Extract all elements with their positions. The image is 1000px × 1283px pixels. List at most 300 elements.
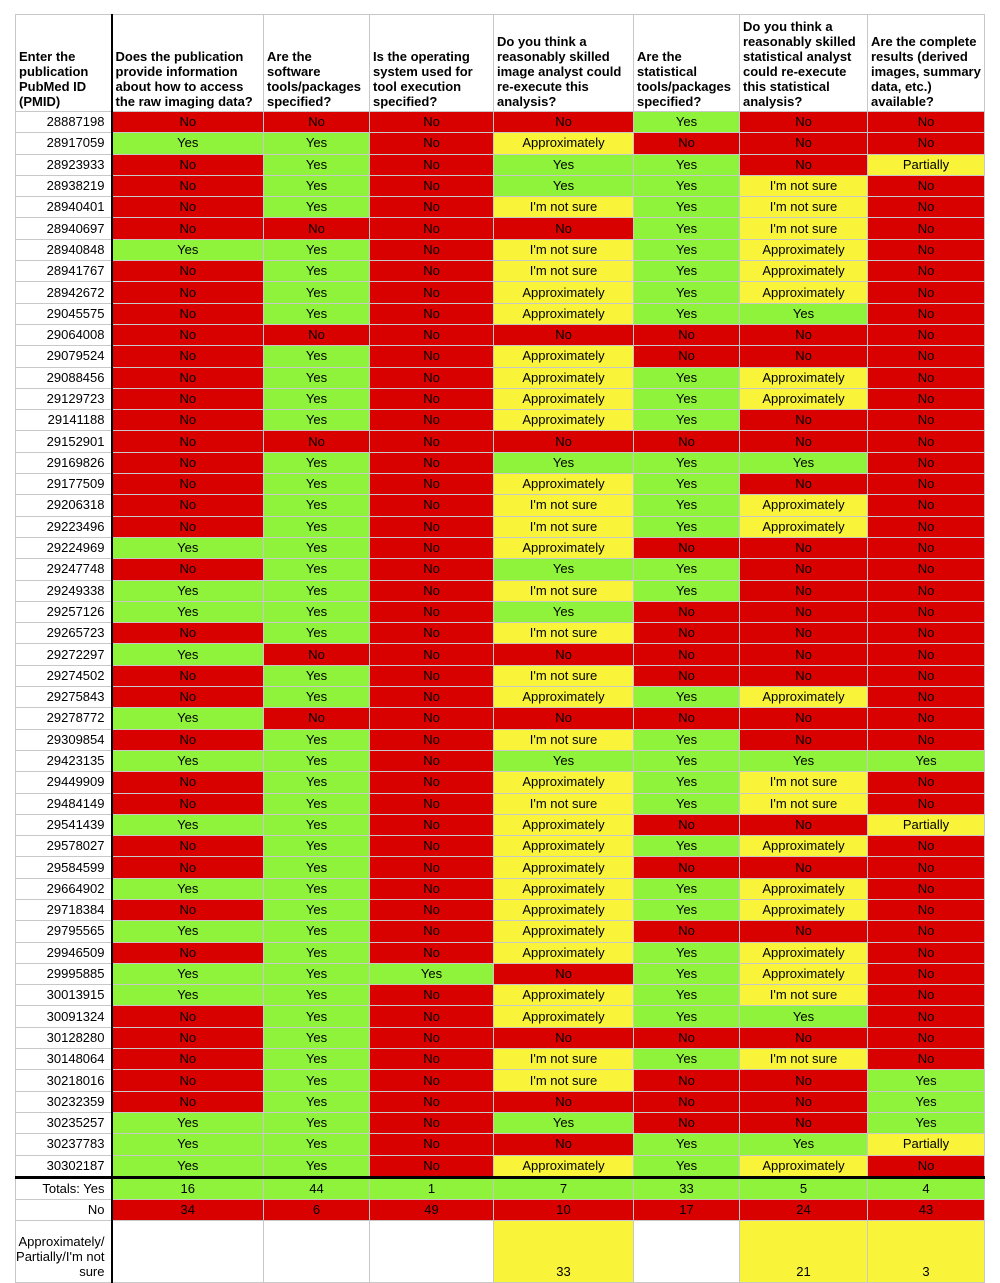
cell-statistical-tools[interactable]: Yes — [634, 261, 740, 282]
cell-raw-imaging-data[interactable]: No — [112, 197, 264, 218]
totals-other-cell[interactable]: 21 — [740, 1220, 868, 1282]
cell-operating-system[interactable]: No — [370, 239, 494, 260]
cell-software-tools[interactable]: Yes — [264, 1155, 370, 1177]
cell-software-tools[interactable]: Yes — [264, 303, 370, 324]
cell-raw-imaging-data[interactable]: No — [112, 367, 264, 388]
cell-software-tools[interactable]: Yes — [264, 388, 370, 409]
pmid-cell[interactable]: 29169826 — [16, 452, 112, 473]
cell-operating-system[interactable]: No — [370, 197, 494, 218]
cell-statistical-reexecute[interactable]: Yes — [740, 303, 868, 324]
cell-operating-system[interactable]: No — [370, 282, 494, 303]
cell-operating-system[interactable]: No — [370, 1112, 494, 1133]
cell-operating-system[interactable]: No — [370, 985, 494, 1006]
cell-statistical-tools[interactable]: Yes — [634, 282, 740, 303]
cell-complete-results[interactable]: No — [868, 601, 985, 622]
cell-statistical-reexecute[interactable]: Approximately — [740, 899, 868, 920]
cell-raw-imaging-data[interactable]: Yes — [112, 537, 264, 558]
cell-statistical-tools[interactable]: Yes — [634, 154, 740, 175]
cell-complete-results[interactable]: No — [868, 836, 985, 857]
totals-other-cell[interactable] — [370, 1220, 494, 1282]
cell-software-tools[interactable]: Yes — [264, 261, 370, 282]
cell-statistical-reexecute[interactable]: Approximately — [740, 388, 868, 409]
cell-operating-system[interactable]: No — [370, 1049, 494, 1070]
cell-statistical-reexecute[interactable]: No — [740, 601, 868, 622]
cell-statistical-tools[interactable]: Yes — [634, 942, 740, 963]
cell-raw-imaging-data[interactable]: Yes — [112, 580, 264, 601]
cell-image-reexecute[interactable]: Approximately — [494, 921, 634, 942]
pmid-cell[interactable]: 28887198 — [16, 112, 112, 133]
cell-raw-imaging-data[interactable]: Yes — [112, 963, 264, 984]
cell-statistical-reexecute[interactable]: No — [740, 921, 868, 942]
pmid-cell[interactable]: 29141188 — [16, 410, 112, 431]
cell-operating-system[interactable]: No — [370, 665, 494, 686]
cell-software-tools[interactable]: Yes — [264, 1134, 370, 1155]
pmid-cell[interactable]: 29795565 — [16, 921, 112, 942]
cell-software-tools[interactable]: Yes — [264, 601, 370, 622]
cell-software-tools[interactable]: Yes — [264, 772, 370, 793]
cell-statistical-reexecute[interactable]: No — [740, 665, 868, 686]
cell-raw-imaging-data[interactable]: No — [112, 1027, 264, 1048]
cell-image-reexecute[interactable]: I'm not sure — [494, 580, 634, 601]
cell-statistical-tools[interactable]: No — [634, 1091, 740, 1112]
pmid-cell[interactable]: 29129723 — [16, 388, 112, 409]
cell-statistical-reexecute[interactable]: No — [740, 474, 868, 495]
cell-software-tools[interactable]: Yes — [264, 474, 370, 495]
cell-raw-imaging-data[interactable]: Yes — [112, 644, 264, 665]
cell-statistical-tools[interactable]: Yes — [634, 687, 740, 708]
cell-complete-results[interactable]: No — [868, 474, 985, 495]
cell-statistical-reexecute[interactable]: Approximately — [740, 942, 868, 963]
cell-statistical-reexecute[interactable]: I'm not sure — [740, 772, 868, 793]
cell-raw-imaging-data[interactable]: No — [112, 282, 264, 303]
cell-raw-imaging-data[interactable]: No — [112, 899, 264, 920]
pmid-cell[interactable]: 29224969 — [16, 537, 112, 558]
cell-raw-imaging-data[interactable]: No — [112, 772, 264, 793]
cell-complete-results[interactable]: No — [868, 537, 985, 558]
cell-statistical-tools[interactable]: No — [634, 601, 740, 622]
pmid-cell[interactable]: 30218016 — [16, 1070, 112, 1091]
cell-statistical-reexecute[interactable]: Approximately — [740, 963, 868, 984]
cell-software-tools[interactable]: Yes — [264, 836, 370, 857]
cell-operating-system[interactable]: No — [370, 878, 494, 899]
pmid-cell[interactable]: 29584599 — [16, 857, 112, 878]
cell-complete-results[interactable]: No — [868, 218, 985, 239]
cell-software-tools[interactable]: Yes — [264, 814, 370, 835]
cell-statistical-reexecute[interactable]: I'm not sure — [740, 175, 868, 196]
totals-no-cell[interactable]: 43 — [868, 1199, 985, 1220]
cell-software-tools[interactable]: Yes — [264, 942, 370, 963]
cell-operating-system[interactable]: No — [370, 623, 494, 644]
cell-statistical-tools[interactable]: Yes — [634, 729, 740, 750]
cell-image-reexecute[interactable]: Approximately — [494, 367, 634, 388]
pmid-cell[interactable]: 28940848 — [16, 239, 112, 260]
cell-statistical-reexecute[interactable]: Approximately — [740, 282, 868, 303]
pmid-cell[interactable]: 30148064 — [16, 1049, 112, 1070]
cell-software-tools[interactable]: Yes — [264, 559, 370, 580]
cell-complete-results[interactable]: Yes — [868, 750, 985, 771]
cell-statistical-tools[interactable]: Yes — [634, 985, 740, 1006]
cell-software-tools[interactable]: Yes — [264, 197, 370, 218]
cell-statistical-tools[interactable]: No — [634, 623, 740, 644]
cell-complete-results[interactable]: No — [868, 942, 985, 963]
cell-raw-imaging-data[interactable]: No — [112, 388, 264, 409]
cell-statistical-reexecute[interactable]: Yes — [740, 1134, 868, 1155]
cell-complete-results[interactable]: No — [868, 388, 985, 409]
pmid-cell[interactable]: 29423135 — [16, 750, 112, 771]
cell-software-tools[interactable]: Yes — [264, 537, 370, 558]
cell-statistical-reexecute[interactable]: Yes — [740, 750, 868, 771]
cell-software-tools[interactable]: No — [264, 431, 370, 452]
cell-statistical-reexecute[interactable]: No — [740, 154, 868, 175]
cell-operating-system[interactable]: No — [370, 495, 494, 516]
cell-complete-results[interactable]: No — [868, 729, 985, 750]
cell-software-tools[interactable]: No — [264, 644, 370, 665]
cell-complete-results[interactable]: Partially — [868, 1134, 985, 1155]
cell-statistical-reexecute[interactable]: No — [740, 857, 868, 878]
cell-statistical-tools[interactable]: Yes — [634, 899, 740, 920]
totals-yes-cell[interactable]: 7 — [494, 1177, 634, 1199]
cell-statistical-tools[interactable]: No — [634, 708, 740, 729]
cell-operating-system[interactable]: No — [370, 367, 494, 388]
cell-complete-results[interactable]: No — [868, 708, 985, 729]
pmid-cell[interactable]: 29079524 — [16, 346, 112, 367]
pmid-cell[interactable]: 30302187 — [16, 1155, 112, 1177]
pmid-cell[interactable]: 29664902 — [16, 878, 112, 899]
cell-operating-system[interactable]: No — [370, 921, 494, 942]
cell-operating-system[interactable]: No — [370, 772, 494, 793]
cell-statistical-tools[interactable]: Yes — [634, 410, 740, 431]
cell-statistical-reexecute[interactable]: No — [740, 1070, 868, 1091]
cell-complete-results[interactable]: No — [868, 644, 985, 665]
cell-software-tools[interactable]: Yes — [264, 623, 370, 644]
cell-image-reexecute[interactable]: I'm not sure — [494, 1070, 634, 1091]
cell-image-reexecute[interactable]: Approximately — [494, 985, 634, 1006]
cell-image-reexecute[interactable]: No — [494, 708, 634, 729]
cell-statistical-tools[interactable]: Yes — [634, 793, 740, 814]
pmid-cell[interactable]: 29274502 — [16, 665, 112, 686]
cell-raw-imaging-data[interactable]: No — [112, 218, 264, 239]
totals-yes-cell[interactable]: 5 — [740, 1177, 868, 1199]
cell-image-reexecute[interactable]: I'm not sure — [494, 516, 634, 537]
cell-operating-system[interactable]: No — [370, 559, 494, 580]
cell-operating-system[interactable]: No — [370, 1155, 494, 1177]
pmid-cell[interactable]: 30235257 — [16, 1112, 112, 1133]
cell-image-reexecute[interactable]: Approximately — [494, 282, 634, 303]
cell-complete-results[interactable]: No — [868, 665, 985, 686]
totals-yes-cell[interactable]: 33 — [634, 1177, 740, 1199]
totals-yes-cell[interactable]: 16 — [112, 1177, 264, 1199]
cell-raw-imaging-data[interactable]: No — [112, 687, 264, 708]
cell-software-tools[interactable]: Yes — [264, 899, 370, 920]
cell-complete-results[interactable]: No — [868, 580, 985, 601]
cell-statistical-reexecute[interactable]: No — [740, 112, 868, 133]
cell-statistical-reexecute[interactable]: No — [740, 644, 868, 665]
cell-operating-system[interactable]: No — [370, 452, 494, 473]
cell-complete-results[interactable]: No — [868, 239, 985, 260]
cell-statistical-tools[interactable]: Yes — [634, 175, 740, 196]
pmid-cell[interactable]: 28923933 — [16, 154, 112, 175]
cell-statistical-tools[interactable]: Yes — [634, 1155, 740, 1177]
cell-raw-imaging-data[interactable]: No — [112, 665, 264, 686]
cell-raw-imaging-data[interactable]: No — [112, 410, 264, 431]
cell-image-reexecute[interactable]: Approximately — [494, 1155, 634, 1177]
cell-complete-results[interactable]: No — [868, 687, 985, 708]
totals-other-cell[interactable]: 33 — [494, 1220, 634, 1282]
cell-statistical-tools[interactable]: No — [634, 814, 740, 835]
pmid-cell[interactable]: 29247748 — [16, 559, 112, 580]
cell-image-reexecute[interactable]: I'm not sure — [494, 197, 634, 218]
cell-raw-imaging-data[interactable]: Yes — [112, 814, 264, 835]
cell-raw-imaging-data[interactable]: No — [112, 729, 264, 750]
cell-image-reexecute[interactable]: I'm not sure — [494, 495, 634, 516]
cell-statistical-reexecute[interactable]: I'm not sure — [740, 985, 868, 1006]
cell-operating-system[interactable]: No — [370, 1027, 494, 1048]
cell-image-reexecute[interactable]: I'm not sure — [494, 239, 634, 260]
totals-other-cell[interactable] — [264, 1220, 370, 1282]
pmid-cell[interactable]: 29257126 — [16, 601, 112, 622]
cell-image-reexecute[interactable]: Approximately — [494, 878, 634, 899]
pmid-cell[interactable]: 29275843 — [16, 687, 112, 708]
pmid-cell[interactable]: 29152901 — [16, 431, 112, 452]
cell-image-reexecute[interactable]: Approximately — [494, 814, 634, 835]
cell-statistical-reexecute[interactable]: No — [740, 708, 868, 729]
cell-statistical-reexecute[interactable]: Approximately — [740, 836, 868, 857]
cell-raw-imaging-data[interactable]: Yes — [112, 601, 264, 622]
cell-operating-system[interactable]: No — [370, 388, 494, 409]
cell-statistical-tools[interactable]: Yes — [634, 452, 740, 473]
cell-statistical-reexecute[interactable]: I'm not sure — [740, 197, 868, 218]
totals-no-cell[interactable]: 49 — [370, 1199, 494, 1220]
cell-statistical-tools[interactable]: No — [634, 1112, 740, 1133]
cell-statistical-tools[interactable]: No — [634, 665, 740, 686]
cell-software-tools[interactable]: Yes — [264, 410, 370, 431]
cell-raw-imaging-data[interactable]: No — [112, 452, 264, 473]
cell-image-reexecute[interactable]: Approximately — [494, 772, 634, 793]
cell-operating-system[interactable]: No — [370, 793, 494, 814]
cell-operating-system[interactable]: No — [370, 836, 494, 857]
cell-operating-system[interactable]: No — [370, 708, 494, 729]
totals-no-cell[interactable]: 10 — [494, 1199, 634, 1220]
cell-statistical-reexecute[interactable]: No — [740, 410, 868, 431]
cell-complete-results[interactable]: Partially — [868, 814, 985, 835]
cell-raw-imaging-data[interactable]: Yes — [112, 708, 264, 729]
cell-raw-imaging-data[interactable]: Yes — [112, 1112, 264, 1133]
cell-software-tools[interactable]: No — [264, 324, 370, 345]
cell-operating-system[interactable]: No — [370, 729, 494, 750]
cell-image-reexecute[interactable]: Yes — [494, 154, 634, 175]
cell-image-reexecute[interactable]: Approximately — [494, 687, 634, 708]
totals-other-cell[interactable] — [112, 1220, 264, 1282]
cell-statistical-tools[interactable]: Yes — [634, 367, 740, 388]
cell-complete-results[interactable]: No — [868, 197, 985, 218]
pmid-cell[interactable]: 29278772 — [16, 708, 112, 729]
cell-statistical-reexecute[interactable]: Approximately — [740, 878, 868, 899]
cell-image-reexecute[interactable]: Yes — [494, 175, 634, 196]
cell-operating-system[interactable]: No — [370, 601, 494, 622]
cell-complete-results[interactable]: No — [868, 324, 985, 345]
cell-complete-results[interactable]: No — [868, 1006, 985, 1027]
cell-image-reexecute[interactable]: Yes — [494, 452, 634, 473]
totals-yes-cell[interactable]: 1 — [370, 1177, 494, 1199]
cell-complete-results[interactable]: No — [868, 1049, 985, 1070]
pmid-cell[interactable]: 29449909 — [16, 772, 112, 793]
cell-statistical-reexecute[interactable]: I'm not sure — [740, 218, 868, 239]
cell-image-reexecute[interactable]: No — [494, 1134, 634, 1155]
cell-software-tools[interactable]: Yes — [264, 367, 370, 388]
cell-software-tools[interactable]: Yes — [264, 687, 370, 708]
cell-image-reexecute[interactable]: Approximately — [494, 836, 634, 857]
cell-complete-results[interactable]: No — [868, 452, 985, 473]
cell-software-tools[interactable]: Yes — [264, 665, 370, 686]
cell-image-reexecute[interactable]: Approximately — [494, 857, 634, 878]
cell-operating-system[interactable]: No — [370, 644, 494, 665]
totals-yes-cell[interactable]: 4 — [868, 1177, 985, 1199]
cell-image-reexecute[interactable]: I'm not sure — [494, 261, 634, 282]
cell-image-reexecute[interactable]: No — [494, 324, 634, 345]
pmid-cell[interactable]: 29064008 — [16, 324, 112, 345]
cell-software-tools[interactable]: Yes — [264, 580, 370, 601]
cell-statistical-tools[interactable]: No — [634, 431, 740, 452]
col-header-statistical-tools[interactable]: Are the statistical tools/packages specified? — [634, 15, 740, 112]
cell-software-tools[interactable]: Yes — [264, 282, 370, 303]
cell-image-reexecute[interactable]: Yes — [494, 559, 634, 580]
cell-statistical-reexecute[interactable]: No — [740, 431, 868, 452]
cell-software-tools[interactable]: Yes — [264, 921, 370, 942]
cell-software-tools[interactable]: Yes — [264, 1027, 370, 1048]
cell-operating-system[interactable]: No — [370, 516, 494, 537]
cell-raw-imaging-data[interactable]: No — [112, 175, 264, 196]
col-header-pmid[interactable]: Enter the publication PubMed ID (PMID) — [16, 15, 112, 112]
cell-statistical-reexecute[interactable]: No — [740, 729, 868, 750]
cell-operating-system[interactable]: No — [370, 324, 494, 345]
cell-complete-results[interactable]: No — [868, 772, 985, 793]
cell-image-reexecute[interactable]: I'm not sure — [494, 1049, 634, 1070]
cell-raw-imaging-data[interactable]: No — [112, 1091, 264, 1112]
cell-image-reexecute[interactable]: Approximately — [494, 474, 634, 495]
cell-statistical-tools[interactable]: No — [634, 1027, 740, 1048]
cell-image-reexecute[interactable]: No — [494, 218, 634, 239]
cell-statistical-reexecute[interactable]: No — [740, 1027, 868, 1048]
cell-statistical-tools[interactable]: Yes — [634, 197, 740, 218]
totals-other-cell[interactable] — [634, 1220, 740, 1282]
cell-statistical-tools[interactable]: No — [634, 857, 740, 878]
cell-raw-imaging-data[interactable]: No — [112, 431, 264, 452]
totals-no-cell[interactable]: 6 — [264, 1199, 370, 1220]
cell-raw-imaging-data[interactable]: No — [112, 1006, 264, 1027]
col-header-image-reexecute[interactable]: Do you think a reasonably skilled image analyst could re-execute this analysis? — [494, 15, 634, 112]
pmid-cell[interactable]: 30013915 — [16, 985, 112, 1006]
cell-software-tools[interactable]: Yes — [264, 175, 370, 196]
pmid-cell[interactable]: 28938219 — [16, 175, 112, 196]
cell-software-tools[interactable]: Yes — [264, 963, 370, 984]
cell-statistical-tools[interactable]: No — [634, 133, 740, 154]
cell-complete-results[interactable]: Partially — [868, 154, 985, 175]
cell-complete-results[interactable]: No — [868, 1155, 985, 1177]
cell-image-reexecute[interactable]: Approximately — [494, 1006, 634, 1027]
cell-raw-imaging-data[interactable]: Yes — [112, 878, 264, 899]
cell-software-tools[interactable]: Yes — [264, 154, 370, 175]
cell-statistical-tools[interactable]: Yes — [634, 559, 740, 580]
cell-complete-results[interactable]: No — [868, 346, 985, 367]
cell-image-reexecute[interactable]: No — [494, 1027, 634, 1048]
cell-image-reexecute[interactable]: Approximately — [494, 899, 634, 920]
cell-operating-system[interactable]: No — [370, 857, 494, 878]
cell-image-reexecute[interactable]: I'm not sure — [494, 793, 634, 814]
cell-statistical-reexecute[interactable]: No — [740, 1112, 868, 1133]
cell-complete-results[interactable]: No — [868, 367, 985, 388]
cell-complete-results[interactable]: No — [868, 112, 985, 133]
cell-raw-imaging-data[interactable]: Yes — [112, 133, 264, 154]
cell-statistical-tools[interactable]: No — [634, 537, 740, 558]
pmid-cell[interactable]: 29177509 — [16, 474, 112, 495]
cell-operating-system[interactable]: No — [370, 687, 494, 708]
cell-statistical-tools[interactable]: No — [634, 346, 740, 367]
col-header-software-tools[interactable]: Are the software tools/packages specified? — [264, 15, 370, 112]
cell-complete-results[interactable]: No — [868, 963, 985, 984]
cell-complete-results[interactable]: No — [868, 857, 985, 878]
cell-statistical-tools[interactable]: Yes — [634, 1006, 740, 1027]
cell-statistical-reexecute[interactable]: I'm not sure — [740, 793, 868, 814]
pmid-cell[interactable]: 29265723 — [16, 623, 112, 644]
cell-raw-imaging-data[interactable]: No — [112, 261, 264, 282]
col-header-statistical-reexecute[interactable]: Do you think a reasonably skilled statistical analyst could re-execute this statistical analysis? — [740, 15, 868, 112]
cell-image-reexecute[interactable]: Approximately — [494, 133, 634, 154]
cell-software-tools[interactable]: Yes — [264, 793, 370, 814]
pmid-cell[interactable]: 29088456 — [16, 367, 112, 388]
cell-complete-results[interactable]: No — [868, 133, 985, 154]
cell-software-tools[interactable]: Yes — [264, 133, 370, 154]
cell-complete-results[interactable]: No — [868, 985, 985, 1006]
pmid-cell[interactable]: 29309854 — [16, 729, 112, 750]
cell-complete-results[interactable]: No — [868, 878, 985, 899]
pmid-cell[interactable]: 28941767 — [16, 261, 112, 282]
cell-software-tools[interactable]: No — [264, 708, 370, 729]
cell-statistical-reexecute[interactable]: Approximately — [740, 367, 868, 388]
cell-image-reexecute[interactable]: Approximately — [494, 537, 634, 558]
cell-software-tools[interactable]: No — [264, 218, 370, 239]
totals-other-label[interactable]: Approximately/ Partially/I'm not sure — [16, 1220, 112, 1282]
cell-image-reexecute[interactable]: I'm not sure — [494, 729, 634, 750]
cell-image-reexecute[interactable]: Approximately — [494, 410, 634, 431]
cell-statistical-reexecute[interactable]: No — [740, 559, 868, 580]
cell-raw-imaging-data[interactable]: Yes — [112, 239, 264, 260]
cell-software-tools[interactable]: Yes — [264, 346, 370, 367]
cell-statistical-tools[interactable]: Yes — [634, 878, 740, 899]
cell-operating-system[interactable]: No — [370, 1006, 494, 1027]
cell-operating-system[interactable]: No — [370, 175, 494, 196]
pmid-cell[interactable]: 29578027 — [16, 836, 112, 857]
cell-statistical-reexecute[interactable]: No — [740, 623, 868, 644]
cell-statistical-tools[interactable]: Yes — [634, 239, 740, 260]
pmid-cell[interactable]: 30237783 — [16, 1134, 112, 1155]
cell-operating-system[interactable]: No — [370, 303, 494, 324]
pmid-cell[interactable]: 29995885 — [16, 963, 112, 984]
totals-no-label[interactable]: No — [16, 1199, 112, 1220]
cell-software-tools[interactable]: Yes — [264, 1112, 370, 1133]
col-header-raw-imaging-data[interactable]: Does the publication provide information about how to access the raw imaging data? — [112, 15, 264, 112]
cell-raw-imaging-data[interactable]: Yes — [112, 1155, 264, 1177]
pmid-cell[interactable]: 30128280 — [16, 1027, 112, 1048]
cell-complete-results[interactable]: No — [868, 303, 985, 324]
cell-image-reexecute[interactable]: Approximately — [494, 942, 634, 963]
cell-raw-imaging-data[interactable]: No — [112, 623, 264, 644]
cell-operating-system[interactable]: No — [370, 814, 494, 835]
cell-software-tools[interactable]: Yes — [264, 1070, 370, 1091]
cell-statistical-reexecute[interactable]: No — [740, 580, 868, 601]
cell-statistical-reexecute[interactable]: Yes — [740, 1006, 868, 1027]
cell-statistical-reexecute[interactable]: No — [740, 814, 868, 835]
cell-statistical-tools[interactable]: Yes — [634, 516, 740, 537]
